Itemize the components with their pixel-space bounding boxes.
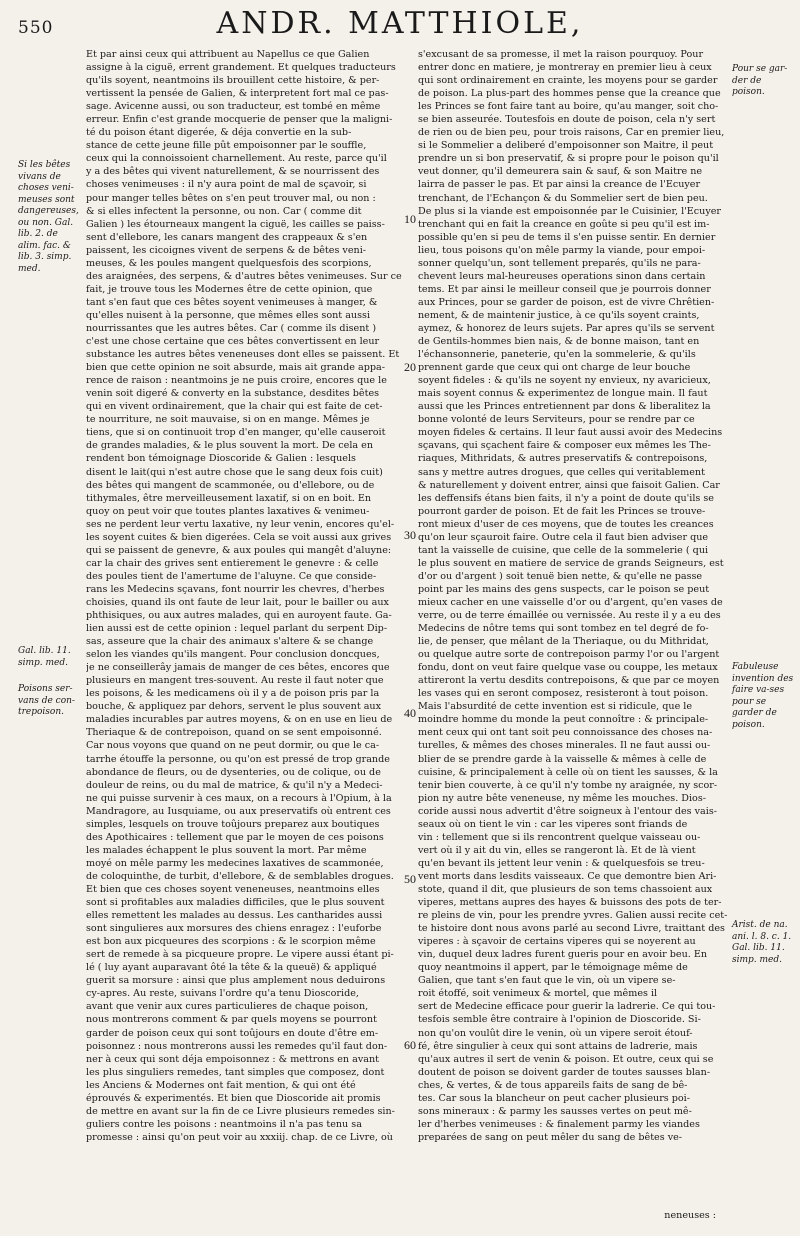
text-line: fondu, dont on veut faire quelque vase ou couppe, les metaux <box>418 662 718 674</box>
text-line: avant que venir aux cures particulieres de chaque poison, <box>86 1001 369 1013</box>
text-line: veut donner, qu'il demeurera sain & sauf, & son Maitre ne <box>418 166 703 178</box>
text-line: rans les Medecins sçavans, font nourrir les chevres, d'herbes <box>86 583 385 595</box>
paragraph <box>418 48 728 1144</box>
text-line: rence de raison : neantmoins je ne puis croire, encores que le <box>86 375 387 387</box>
page-number: 550 <box>18 18 54 38</box>
text-line: des bêtes qui mangent de scammonée, ou d'ellebore, ou de <box>86 479 375 491</box>
text-line: tarrhe étouffe la personne, ou qu'on est pressé de trop grande <box>86 753 390 765</box>
text-line: ceux qui la connoissoient charnellement. Au reste, parce qu'il <box>86 153 387 165</box>
margin-note: Gal. lib. 11. simp. med. <box>18 646 71 668</box>
text-line: aymez, & honorez de leurs sujets. Par apres qu'ils se servent <box>418 322 715 334</box>
text-line: les Princes se font faire tant au boire, qu'au manger, soit cho- <box>418 101 719 113</box>
text-line: des araignées, des serpens, & d'autres bêtes venimeuses. Sur ce <box>86 270 402 282</box>
text-line: nous montrerons comment & par quels moyens se pourront <box>86 1014 377 1026</box>
text-line: sont si profitables aux maladies difficiles, que le plus souvent <box>86 897 385 909</box>
margin-note: Poisons ser-vans de con-trepoison. <box>18 684 75 717</box>
text-line: sont singulieres aux morsures des chiens enragez : l'euforbe <box>86 923 382 935</box>
text-line: non qu'on voulût dire le venin, où un vipere seroit étouf- <box>418 1027 693 1039</box>
text-line: vin, duquel deux ladres furent gueris pour en avoir beu. En <box>418 949 708 961</box>
text-line: nourrissantes que les autres bêtes. Car ( comme ils disent ) <box>86 322 377 334</box>
text-line: viperes, mettans aupres des hayes & buissons des pots de ter- <box>418 897 722 909</box>
text-line: vent morts dans lesdits vaisseaux. Ce que demontre bien Ari- <box>418 870 717 882</box>
text-line: stote, quand il dit, que plusieurs de son tems chassoient aux <box>418 884 713 895</box>
text-line: coride aussi nous advertit d'être soigneux à l'entour des vais- <box>418 805 717 817</box>
right-text-column <box>418 48 728 1144</box>
text-line: sert de Medecine efficace pour guerir la ladrerie. Ce qui tou- <box>418 1001 716 1013</box>
text-line: substance les autres bêtes veneneuses dont elles se paissent. Et <box>86 349 400 361</box>
text-line: l'échansonnerie, paneterie, qu'en la sommelerie, & qu'ils <box>418 349 696 361</box>
text-line: Mais l'absurdité de cette invention est si ridicule, que le <box>418 701 693 713</box>
text-line: poisonnez : nous montrerons aussi les remedes qu'il faut don- <box>86 1040 388 1052</box>
text-line: choses venimeuses : il n'y aura point de mal de sçavoir, si <box>86 179 367 191</box>
text-line: sans y mettre autres drogues, que celles qui veritablement <box>418 466 705 478</box>
text-line: y a des bêtes qui vivent naturellement, & se nourrissent des <box>86 166 380 178</box>
margin-note: Pour se gar-der de poison. <box>732 64 788 97</box>
text-line: preparées de sang on peut mêler du sang de bêtes ve- <box>418 1131 683 1143</box>
text-line: mieux cacher en une vaisselle d'or ou d'argent, qu'en vases de <box>418 596 723 608</box>
margin-note: Fabuleuse invention des faire va-ses pour se garder de poison. <box>732 662 794 730</box>
text-line: qui sont ordinairement en crainte, les moyens pour se garder <box>418 75 718 87</box>
text-line: te nourriture, ne soit mauvaise, si on en mange. Mêmes je <box>86 414 370 426</box>
text-line: se bien asseurée. Toutesfois en doute de poison, cela n'y sert <box>418 114 716 126</box>
text-line: meuses, & les poules mangent quelquesfois des scorpions, <box>86 257 372 269</box>
text-line: guliers contre les poisons : neantmoins il n'a pas tenu sa <box>86 1118 362 1130</box>
text-line: les soyent cuites & bien digerées. Cela se voit aussi aux grives <box>86 531 392 543</box>
text-line: les Anciens & Modernes ont fait mention, & qui ont été <box>86 1079 356 1091</box>
text-line: pour manger telles bêtes on s'en peut trouver mal, ou non : <box>86 192 376 204</box>
text-line: mais soyent connus & experimentez de longue main. Il faut <box>418 388 708 400</box>
text-line: abondance de fleurs, ou de dysenteries, ou de colique, ou de <box>86 766 381 778</box>
text-line: ou quelque autre sorte de contrepoison parmy l'or ou l'argent <box>418 649 720 661</box>
text-line: riaques, Mithridats, & autres preservatifs & contrepoisons, <box>418 453 708 465</box>
text-line: Mandragore, au Iusquiame, ou aux preservatifs où entrent ces <box>86 805 391 817</box>
text-line: attireront la vertu desdits contrepoisons, & que par ce moyen <box>418 675 720 687</box>
text-line: simples, lesquels on trouve toûjours preparez aux boutiques <box>86 818 380 830</box>
line-number: 50 <box>404 872 416 886</box>
text-line: c'est une chose certaine que ces bêtes convertissent en leur <box>86 336 380 348</box>
text-line: sonner quelqu'un, sont tellement preparés, qu'ils ne para- <box>418 257 701 269</box>
text-line: de coloquinthe, de turbit, d'ellebore, & de semblables drogues. <box>86 870 394 882</box>
text-line: sons mineraux : & parmy les sausses vertes on peut mê- <box>418 1105 692 1117</box>
text-line: prennent garde que ceux qui ont charge de leur bouche <box>418 362 691 374</box>
paragraph <box>86 48 402 1144</box>
text-line: qu'ils soyent, neantmoins ils brouillent cette histoire, & per- <box>86 75 380 87</box>
text-line: verre, ou de terre émaillée ou vernissée. Au reste il y a eu des <box>418 610 721 622</box>
text-line: doutent de poison se doivent garder de toutes sausses blan- <box>418 1066 711 1078</box>
text-line: roit étoffé, soit venimeux & mortel, que mêmes il <box>418 988 658 1000</box>
text-line: ment ceux qui ont tant soit peu connoissance des choses na- <box>418 727 713 739</box>
text-line: sçavans, qui sçachent faire & composer eux mêmes les The- <box>418 440 711 452</box>
line-number: 30 <box>404 528 416 542</box>
text-line: aussi que les Princes entretiennent par dons & liberalitez la <box>418 401 711 413</box>
text-line: fait, je trouve tous les Modernes être de cette opinion, que <box>86 283 373 295</box>
text-line: le plus souvent en matiere de service de grands Seigneurs, est <box>418 557 724 569</box>
text-line: garder de poison ceux qui sont toûjours en doute d'être em- <box>86 1027 379 1039</box>
text-line: de poison. La plus-part des hommes pense que la creance que <box>418 88 721 100</box>
text-line: vert où il y ait du vin, elles se rangeront là. Et de là vient <box>418 844 696 856</box>
text-line: aux Princes, pour se garder de poison, est de vivre Chrêtien- <box>418 296 715 308</box>
margin-note: Arist. de na. ani. l. 8. c. 1. Gal. lib. 11. simp. med. <box>732 920 792 965</box>
text-line: tithymales, être merveilleusement laxatif, si on en boit. En <box>86 492 372 504</box>
text-line: rendent bon témoignage Dioscoride & Galien : lesquels <box>86 453 356 465</box>
text-line: fé, être singulier à ceux qui sont attains de ladrerie, mais <box>418 1040 698 1052</box>
running-head: ANDR. MATTHIOLE, <box>216 6 584 41</box>
text-line: qu'on leur sçauroit faire. Outre cela il faut bien adviser que <box>418 531 709 543</box>
text-line: moyé on mêle parmy les medecines laxatives de scammonée, <box>86 857 384 869</box>
text-line: viperes : à sçavoir de certains viperes qui se noyerent au <box>418 936 696 948</box>
line-number: 20 <box>404 360 416 374</box>
text-line: elles remettent les malades au dessus. Les cantharides aussi <box>86 910 383 922</box>
text-line: tant s'en faut que ces bêtes soyent venimeuses à manger, & <box>86 296 378 308</box>
text-line: assigne à la ciguë, errent grandement. Et quelques traducteurs <box>86 62 396 74</box>
text-line: plusieurs en mangent tres-souvent. Au reste il faut noter que <box>86 675 384 687</box>
text-line: Et par ainsi ceux qui attribuent au Napellus ce que Galien <box>86 49 370 60</box>
text-line: de mettre en avant sur la fin de ce Livre plusieurs remedes sin- <box>86 1105 395 1117</box>
text-line: té du poison étant digerée, & déja convertie en la sub- <box>86 127 352 139</box>
text-line: choisies, quand ils ont faute de leur lait, pour le bailler ou aux <box>86 596 389 608</box>
text-line: chevent leurs mal-heureuses operations sinon dans certain <box>418 270 706 282</box>
text-line: car la chair des grives sent entierement le genevre : & celle <box>86 557 379 569</box>
text-line: Galien ) les étourneaux mangent la ciguë, les cailles se paiss- <box>86 218 385 230</box>
text-line: bonne volonté de leurs Serviteurs, pour se rendre par ce <box>418 414 695 426</box>
text-line: des poules tient de l'amertume de l'aluyne. Ce que conside- <box>86 570 377 582</box>
left-text-column <box>86 48 402 1144</box>
text-line: les vases qui en seront composez, resisteront à tout poison. <box>418 688 709 700</box>
text-line: disent le lait(qui n'est autre chose que le sang deux fois cuit) <box>86 466 383 478</box>
text-line: De plus si la viande est empoisonnée par le Cuisinier, l'Ecuyer <box>418 205 722 217</box>
text-line: ler d'herbes venimeuses : & finalement parmy les viandes <box>418 1118 700 1130</box>
text-line: guerit sa morsure : ainsi que plus amplement nous deduirons <box>86 975 386 987</box>
text-line: lie, de penser, que mêlant de la Theriaque, ou du Mithridat, <box>418 636 709 648</box>
text-line: Medecins de nôtre tems qui sont tombez en tel degré de fo- <box>418 623 709 635</box>
text-line: possible qu'en si peu de tems il s'en puisse sentir. En dernier <box>418 231 716 243</box>
text-line: qu'elles nuisent à la personne, que mêmes elles sont aussi <box>86 309 371 321</box>
text-line: stance de cette jeune fille pût empoisonner par le souffle, <box>86 140 367 152</box>
text-line: prendre un si bon preservatif, & si propre pour le poison qu'il <box>418 153 719 165</box>
text-line: les malades échappent le plus souvent la mort. Par même <box>86 844 367 856</box>
text-line: lé ( luy ayant auparavant ôté la tête & la queuë) & appliqué <box>86 962 377 974</box>
text-line: ner à ceux qui sont déja empoisonnez : & mettrons en avant <box>86 1053 380 1065</box>
text-line: moindre homme du monde la peut connoître : & principale- <box>418 714 709 726</box>
text-line: pourront garder de poison. Et de fait les Princes se trouve- <box>418 505 706 517</box>
text-line: ses ne perdent leur vertu laxative, ny leur venin, encores qu'el- <box>86 518 395 530</box>
text-line: cuisine, & principalement à celle où on tient les sausses, & la <box>418 766 718 778</box>
text-line: qu'aux autres il sert de venin & poison. Et outre, ceux qui se <box>418 1053 714 1065</box>
text-line: sas, asseure que la chair des animaux s'altere & se change <box>86 636 374 648</box>
text-line: paissent, les cicoignes vivent de serpens & de bêtes veni- <box>86 244 366 256</box>
line-number: 40 <box>404 706 416 720</box>
text-line: & naturellement y doivent entrer, ainsi que faisoit Galien. Car <box>418 479 720 491</box>
text-line: qu'en bevant ils jettent leur venin : & quelquesfois se treu- <box>418 857 705 869</box>
line-number: 10 <box>404 212 416 226</box>
text-line: je ne conseillerây jamais de manger de ces bêtes, encores que <box>86 662 390 674</box>
text-line: ront mieux d'user de ces moyens, que de toutes les creances <box>418 518 714 530</box>
text-line: tes. Car sous la blancheur on peut cacher plusieurs poi- <box>418 1092 690 1104</box>
text-line: turelles, & mêmes des choses minerales. Il ne faut aussi ou- <box>418 740 711 752</box>
text-line: point par les mains des gens suspects, car le poison se peut <box>418 583 710 595</box>
text-line: selon les viandes qu'ils mangent. Pour conclusion doncques, <box>86 649 380 661</box>
text-line: erreur. Enfin c'est grande mocquerie de penser que la maligni- <box>86 114 393 126</box>
text-line: les deffensifs étans bien faits, il n'y a point de doute qu'ils se <box>418 492 714 504</box>
text-line: les plus singuliers remedes, tant simples que composez, dont <box>86 1066 385 1078</box>
text-line: tems. Et par ainsi le meilleur conseil que je pourrois donner <box>418 283 711 295</box>
text-line: tenir bien couverte, à ce qu'il n'y tombe ny araignée, ny scor- <box>418 779 718 791</box>
text-line: trenchant qui en fait la creance en goûte si peu qu'il est im- <box>418 218 710 230</box>
text-line: sent d'ellebore, les canars mangent des crappeaux & s'en <box>86 231 368 243</box>
text-line: sert de remede à sa picqueure propre. Le vipere aussi étant pi- <box>86 949 394 961</box>
text-line: douleur de reins, ou du mal de matrice, & qu'il n'y a Medeci- <box>86 779 383 791</box>
text-line: moyen fideles & certains. Il leur faut aussi avoir des Medecins <box>418 427 723 439</box>
text-line: tant la vaisselle de cuisine, que celle de la sommelerie ( qui <box>418 544 709 556</box>
text-line: promesse : ainsi qu'on peut voir au xxxiij. chap. de ce Livre, où <box>86 1131 393 1143</box>
text-line: qui se paissent de genevre, & aux poules qui mangêt d'aluyne: <box>86 544 392 556</box>
text-line: & si elles infectent la personne, ou non. Car ( comme dit <box>86 205 362 217</box>
text-line: trenchant, de l'Echançon & du Sommelier sert de bien peu. <box>418 192 708 204</box>
text-line: lieu, tous poisons qu'on mêle parmy la viande, pour empoi- <box>418 244 706 256</box>
text-line: nement, & de maintenir justice, à ce qu'ils soyent craints, <box>418 309 700 321</box>
text-line: Car nous voyons que quand on ne peut dormir, ou que le ca- <box>86 740 380 752</box>
text-line: quoy on peut voir que toutes plantes laxatives & venimeu- <box>86 505 370 517</box>
text-line: Et bien que ces choses soyent veneneuses, neantmoins elles <box>86 884 380 895</box>
text-line: de Gentils-hommes bien nais, & de bonne maison, tant en <box>418 336 700 348</box>
text-line: est bon aux picqueures des scorpions : & le scorpion même <box>86 936 376 948</box>
text-line: lien aussi est de cette opinion : lequel parlant du serpent Dip- <box>86 623 388 635</box>
catchword: neneuses : <box>664 1210 716 1221</box>
text-line: vertissent la pensée de Galien, & interpretent fort mal ce pas- <box>86 88 389 100</box>
text-line: tesfois semble être contraire à l'opinion de Dioscoride. Si- <box>418 1014 701 1026</box>
text-line: seaux où on tient le vin : car les viperes sont friands de <box>418 818 688 830</box>
text-line: de grandes maladies, & le plus souvent la mort. De cela en <box>86 440 374 452</box>
text-line: ches, & vertes, & de tous appareils faits de sang de bê- <box>418 1079 688 1091</box>
text-line: lairra de passer le pas. Et par ainsi la creance de l'Ecuyer <box>418 179 701 191</box>
text-line: bien que cette opinion ne soit absurde, mais ait grande appa- <box>86 362 385 374</box>
text-line: qui en vivent ordinairement, que la chair qui est faite de cet- <box>86 401 383 413</box>
text-line: d'or ou d'argent ) soit tenuë bien nette, & qu'elle ne passe <box>418 570 703 582</box>
line-number: 60 <box>404 1038 416 1052</box>
text-line: Theriaque & de contrepoison, quand on se sent empoisonné. <box>86 727 382 739</box>
text-line: re pleins de vin, pour les prendre yvres. Galien aussi recite cet- <box>418 910 728 922</box>
text-line: phthisiques, ou aux autres malades, qui en auroyent faute. Ga- <box>86 610 392 622</box>
text-line: venin soit digeré & converty en la substance, desdites bêtes <box>86 388 380 400</box>
margin-note: Si les bêtes vivans de choses veni-meuses sont dangereuses, ou non. Gal. lib. 2. de alim. fac. & lib. 3. simp. med. <box>18 160 79 274</box>
text-line: si le Sommelier a deliberé d'empoisonner son Maitre, il peut <box>418 140 714 152</box>
text-line: maladies incurables par autres moyens, & on en use en lieu de <box>86 714 393 726</box>
text-line: éprouvés & experimentés. Et bien que Dioscoride ait promis <box>86 1092 381 1104</box>
text-line: ne qui puisse survenir à ces maux, on a recours à l'Opium, à la <box>86 792 392 804</box>
text-line: blier de se prendre garde à la vaisselle & mêmes à celle de <box>418 753 707 765</box>
text-line: pion ny autre bête veneneuse, ny même les mouches. Dios- <box>418 792 706 804</box>
text-line: tiens, que si on continuoit trop d'en manger, qu'elle causeroit <box>86 427 386 439</box>
text-line: bouche, & appliquez par dehors, servent le plus souvent aux <box>86 701 382 713</box>
text-line: s'excusant de sa promesse, il met la raison pourquoy. Pour <box>418 49 704 60</box>
text-line: te histoire dont nous avons parlé au second Livre, traittant des <box>418 923 725 935</box>
text-line: entrer donc en matiere, je montreray en premier lieu à ceux <box>418 62 712 74</box>
text-line: soyent fideles : & qu'ils ne soyent ny envieux, ny avaricieux, <box>418 375 711 387</box>
text-line: sage. Avicenne aussi, ou son traducteur, est tombé en même <box>86 101 381 113</box>
text-line: des Apothicaires : tellement que par le moyen de ces poisons <box>86 831 384 843</box>
text-line: quoy neantmoins il appert, par le témoignage même de <box>418 962 688 974</box>
text-line: vin : tellement que si ils rencontrent quelque vaisseau ou- <box>418 831 701 843</box>
text-line: cy-apres. Au reste, suivans l'ordre qu'a tenu Dioscoride, <box>86 988 359 1000</box>
text-line: les poisons, & les medicamens où il y a de poison pris par la <box>86 688 380 700</box>
text-line: Galien, que tant s'en faut que le vin, où un vipere se- <box>418 975 676 987</box>
text-line: de rien ou de bien peu, pour trois raisons, Car en premier lieu, <box>418 127 725 139</box>
